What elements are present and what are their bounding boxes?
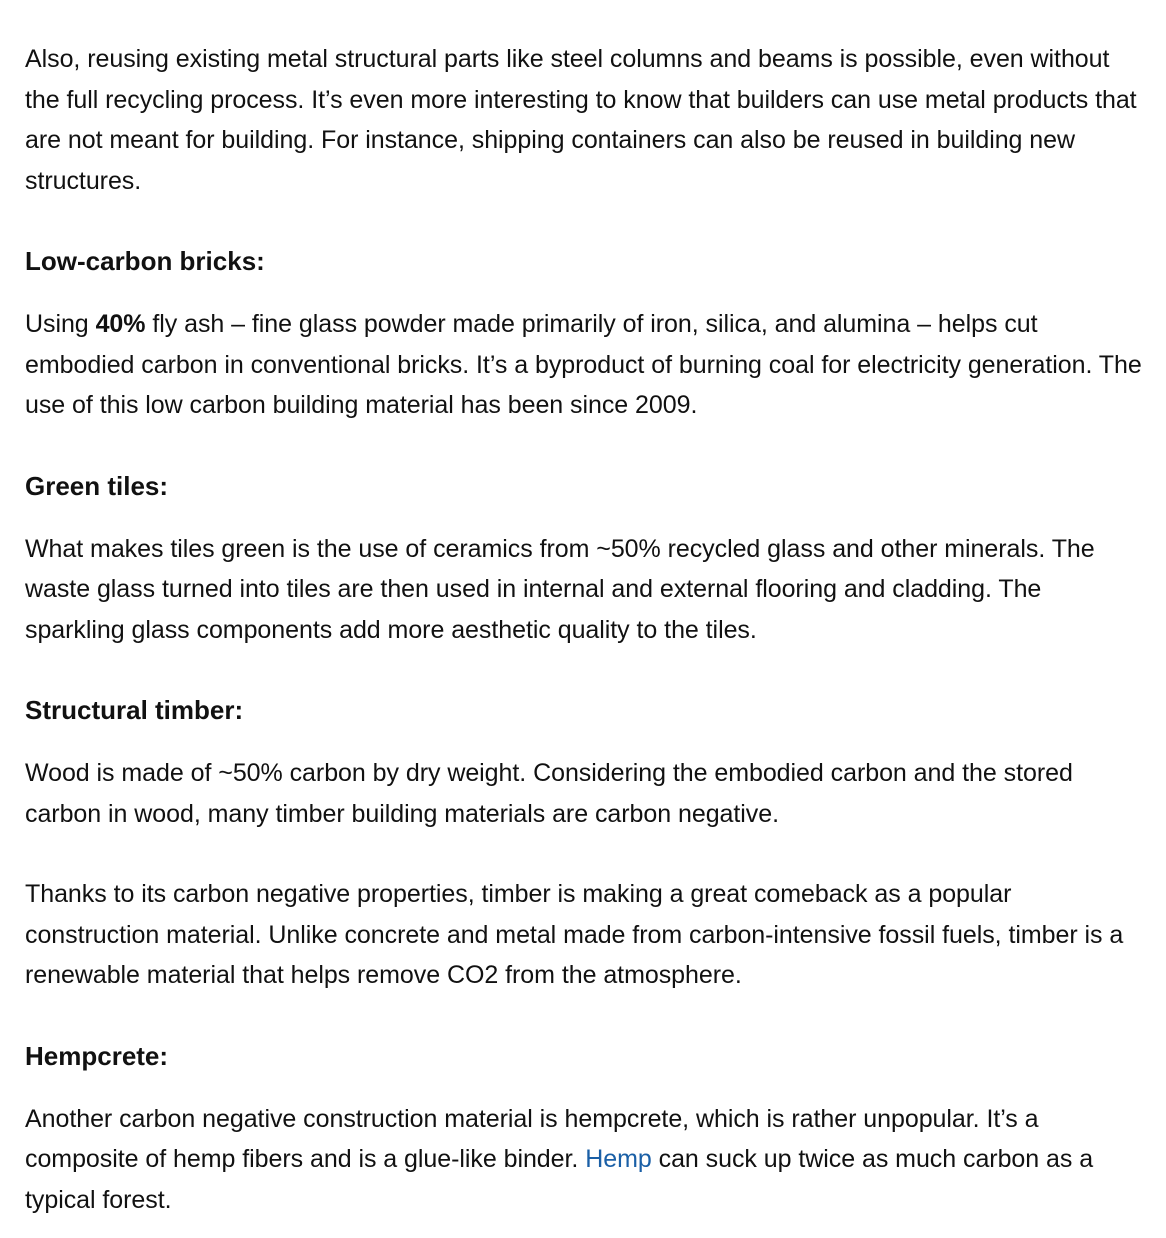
paragraph-timber-2: Thanks to its carbon negative properties, timber is making a great comeback as a popular construction material. Unlike concrete and metal made from carbon-intensive fossil fuels, timber is a renewable material that helps remove CO2 from the atmosphere. (25, 880, 1124, 989)
hemp-link[interactable]: Hemp (585, 1145, 652, 1173)
bricks-emphasis-percent: 40% (95, 310, 146, 338)
hempcrete-text-before: Another carbon negative construction material is hempcrete, which is rather unpopular. It’s a composite of hemp fibers and is a glue-like binder. (25, 1104, 1039, 1173)
bricks-text-before: Using (25, 310, 96, 338)
heading-low-carbon-bricks: Low-carbon bricks: (25, 246, 265, 276)
heading-green-tiles: Green tiles: (25, 470, 169, 501)
paragraph-timber-1: Wood is made of ~50% carbon by dry weight. Considering the embodied carbon and the stored carbon in wood, many timber building materials are carbon negative. (25, 759, 1073, 828)
hempcrete-text-after: can suck up twice as much carbon as a typical forest. (25, 1145, 1094, 1214)
heading-hempcrete: Hempcrete: (25, 1040, 169, 1071)
paragraph-hempcrete (25, 1099, 1145, 1221)
bricks-text-after: fly ash – fine glass powder made primarily of iron, silica, and alumina – helps cut embodied carbon in conventional bricks. It’s a byproduct of burning coal for electricity generation. The use of this low carbon building material has been since 2009. (25, 310, 1142, 419)
paragraph-low-carbon-bricks (25, 304, 1145, 426)
heading-structural-timber: Structural timber: (25, 695, 244, 725)
paragraph-green-tiles: What makes tiles green is the use of ceramics from ~50% recycled glass and other minerals. The waste glass turned into tiles are then used in internal and external flooring and cladding. The sparkling glass components add more aesthetic quality to the tiles. (25, 534, 1095, 644)
intro-paragraph: Also, reusing existing metal structural parts like steel columns and beams is possible, even without the full recycling process. It’s even more interesting to know that builders can use metal products that are not meant for building. For instance, shipping containers can also be reused in building new structures. (25, 45, 1137, 195)
